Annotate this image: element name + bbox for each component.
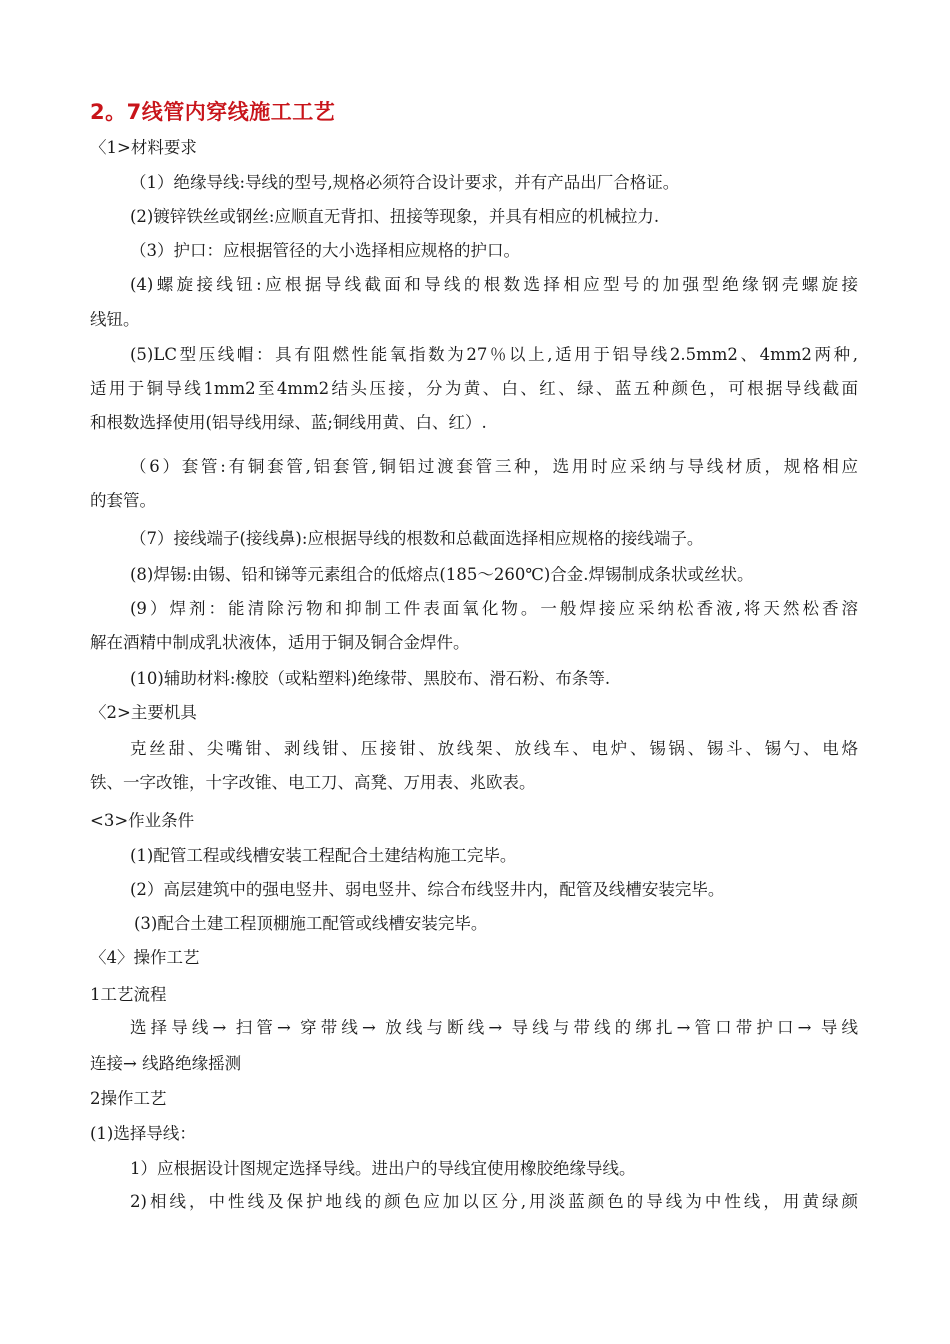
conditions-heading: <3>作业条件 xyxy=(90,811,195,830)
conditions-item-2: (2）高层建筑中的强电竖井、弱电竖井、综合布线竖井内，配管及线槽安装完毕。 xyxy=(130,880,725,899)
tools-line-1: 克丝甜、尖嘴钳、剥线钳、压接钳、放线架、放线车、电炉、锡锅、锡斗、锡勺、电烙 xyxy=(130,739,858,758)
section-title: 2。7线管内穿线施工工艺 xyxy=(90,100,336,124)
conditions-item-3: (3)配合土建工程顶棚施工配管或线槽安装完毕。 xyxy=(134,914,488,933)
materials-item-5-line-1: (5)LC型压线帽：具有阻燃性能氧指数为27％以上,适用于铝导线2.5mm2、4mm2两种, xyxy=(130,345,858,364)
materials-item-6-line-1: （6）套管:有铜套管,铝套管,铜铝过渡套管三种，选用时应采纳与导线材质，规格相应 xyxy=(130,457,858,476)
process-select-item-2: 2)相线，中性线及保护地线的颜色应加以区分,用淡蓝颜色的导线为中性线，用黄绿颜 xyxy=(130,1192,858,1211)
process-flow-line-2: 连接→ 线路绝缘摇测 xyxy=(90,1054,242,1073)
materials-item-3: （3）护口：应根据管径的大小选择相应规格的护口。 xyxy=(130,241,520,260)
materials-item-7: （7）接线端子(接线鼻):应根据导线的根数和总截面选择相应规格的接线端子。 xyxy=(130,529,704,548)
materials-item-10: (10)辅助材料:橡胶（或粘塑料)绝缘带、黑胶布、滑石粉、布条等. xyxy=(130,669,611,688)
process-select-item-1: 1）应根据设计图规定选择导线。进出户的导线宜使用橡胶绝缘导线。 xyxy=(130,1159,636,1178)
tools-heading: 〈2>主要机具 xyxy=(90,703,197,722)
materials-item-1: （1）绝缘导线:导线的型号,规格必须符合设计要求，并有产品出厂合格证。 xyxy=(130,173,680,192)
materials-heading: 〈1>材料要求 xyxy=(90,138,197,157)
materials-item-2: (2)镀锌铁丝或钢丝:应顺直无背扣、扭接等现象，并具有相应的机械拉力. xyxy=(130,207,660,226)
materials-item-9-line-1: (9）焊剂：能清除污物和抑制工件表面氧化物。一般焊接应采纳松香液,将天然松香溶 xyxy=(130,599,858,618)
process-ops-heading: 2操作工艺 xyxy=(90,1089,167,1108)
process-flow-heading: 1工艺流程 xyxy=(90,985,167,1004)
materials-item-5-line-3: 和根数选择使用(铝导线用绿、蓝;铜线用黄、白、红）. xyxy=(90,413,487,432)
materials-item-6-line-2: 的套管。 xyxy=(90,491,156,510)
process-select-heading: (1)选择导线： xyxy=(90,1124,196,1143)
materials-item-4-line-1: (4)螺旋接线钮:应根据导线截面和导线的根数选择相应型号的加强型绝缘钢壳螺旋接 xyxy=(130,275,858,294)
tools-line-2: 铁、一字改锥，十字改锥、电工刀、高凳、万用表、兆欧表。 xyxy=(90,773,536,792)
materials-item-8: (8)焊锡:由锡、铅和锑等元素组合的低熔点(185～260℃)合金.焊锡制成条状或丝状。 xyxy=(130,565,754,584)
process-heading: 〈4〉操作工艺 xyxy=(90,948,200,967)
process-flow-line-1: 选择导线→ 扫管→ 穿带线→ 放线与断线→ 导线与带线的绑扎→管口带护口→ 导线 xyxy=(130,1018,858,1037)
materials-item-9-line-2: 解在酒精中制成乳状液体，适用于铜及铜合金焊件。 xyxy=(90,633,470,652)
conditions-item-1: (1)配管工程或线槽安装工程配合土建结构施工完毕。 xyxy=(130,846,517,865)
materials-item-4-line-2: 线钮。 xyxy=(90,310,140,329)
materials-item-5-line-2: 适用于铜导线1mm2至4mm2结头压接，分为黄、白、红、绿、蓝五种颜色，可根据导线截面 xyxy=(90,379,858,398)
